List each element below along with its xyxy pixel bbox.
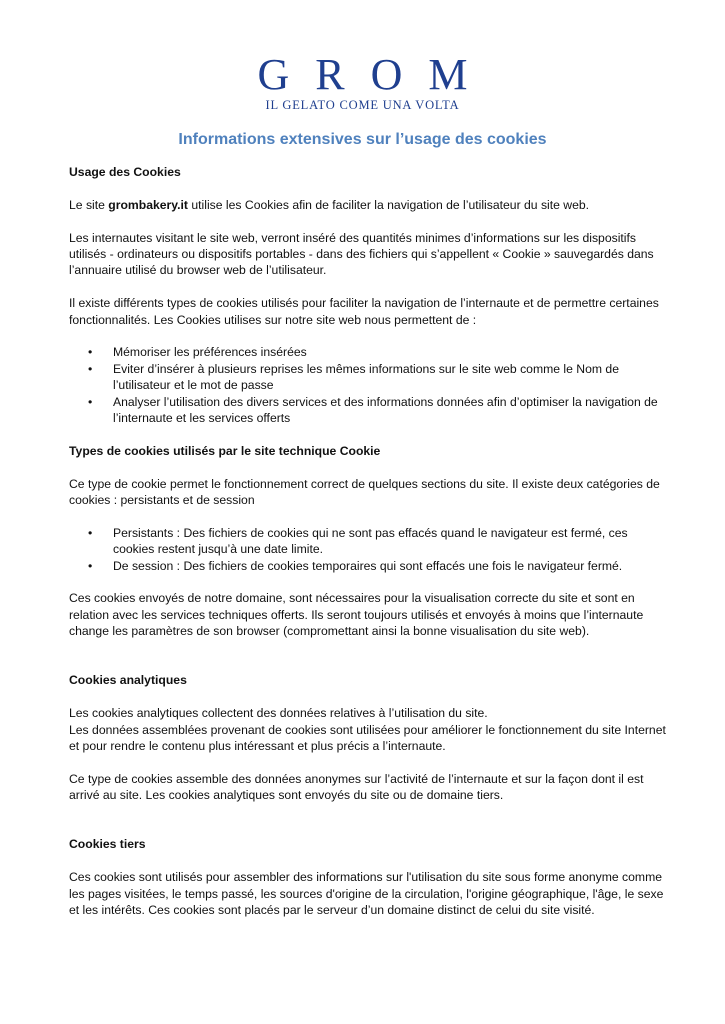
document-body — [69, 164, 669, 918]
paragraph-analytics-anonymous: Ce type de cookies assemble des données anonymes sur l’activité de l’internaute et sur la façon dont il est arrivé au site. Les cookies analytiques sont envoyés du site ou de domaine tiers. — [69, 771, 644, 803]
grom-logo — [0, 52, 725, 112]
list-item: • Eviter d’insérer à plusieurs reprises les mêmes informations sur le site web comme le Nom de l’utilisateur et le mot de passe — [69, 361, 669, 394]
document-title: Informations extensives sur l’usage des cookies — [178, 131, 547, 148]
paragraph-usage-intro: Le site grombakery.it utilise les Cookies afin de faciliter la navigation de l’utilisateur du site web. — [69, 197, 590, 212]
heading-analytics: Cookies analytiques — [69, 673, 187, 688]
paragraph-types-intro: Ce type de cookie permet le fonctionnement correct de quelques sections du site. Il existe deux catégories de cookies : persistants et de session — [69, 476, 660, 508]
heading-usage: Usage des Cookies — [69, 165, 181, 179]
paragraph-types-domain: Ces cookies envoyés de notre domaine, sont nécessaires pour la visualisation correcte du site et sont en relation avec les services techniques offerts. Ils seront toujours utilisés et envoyés à moins que l’internaute change les paramètres de son browser (compromettant ainsi la bonne visualisation du site web). — [69, 591, 644, 639]
usage-bullet-list — [69, 344, 669, 426]
site-name: grombakery.it — [108, 197, 188, 212]
paragraph-usage-visitors: Les internautes visitant le site web, verront inséré des quantités minimes d’informations sur les dispositifs utilisés - ordinateurs ou dispositifs portables - dans des fichiers qui s’appellent « Cookie » sauvegardés dans l’annuaire utilisé du browser web de l’utilisateur. — [69, 230, 654, 278]
list-item: • Persistants : Des fichiers de cookies qui ne sont pas effacés quand le navigateur est fermé, ces cookies restent jusqu’à une date limite. — [69, 525, 669, 558]
paragraph-analytics-data: Les données assemblées provenant de cookies sont utilisées pour améliorer le fonctionnement du site Internet et pour rendre le contenu plus intéressant et plus précis a l’internaute. — [69, 722, 666, 754]
paragraph-usage-types: Il existe différents types de cookies utilisés pour faciliter la navigation de l’internaute et de permettre certaines fonctionnalités. Les Cookies utilises sur notre site web nous permettent de : — [69, 296, 659, 327]
logo-tagline: IL GELATO COME UNA VOLTA — [265, 98, 460, 112]
list-item: • De session : Des fichiers de cookies temporaires qui sont effacés une fois le navigateur fermé. — [69, 558, 669, 574]
heading-types: Types de cookies utilisés par le site technique Cookie — [69, 443, 381, 458]
types-bullet-list — [69, 525, 669, 574]
logo-wordmark: GROM — [257, 50, 494, 99]
list-item: • Mémoriser les préférences insérées — [69, 344, 669, 360]
paragraph-third-party: Ces cookies sont utilisés pour assembler des informations sur l'utilisation du site sous forme anonyme comme les pages visitées, le temps passé, les sources d'origine de la circulation, l'origine géographique, l'âge, le sexe et les intérêts. Ces cookies sont placés par le serveur d’un domaine distinct de celui du site visité. — [69, 870, 664, 918]
heading-third-party: Cookies tiers — [69, 837, 146, 852]
list-item: • Analyser l’utilisation des divers services et des informations données afin d’optimiser la navigation de l’internaute et les services offerts — [69, 394, 669, 427]
paragraph-analytics-collect: Les cookies analytiques collectent des données relatives à l’utilisation du site. — [69, 706, 488, 721]
